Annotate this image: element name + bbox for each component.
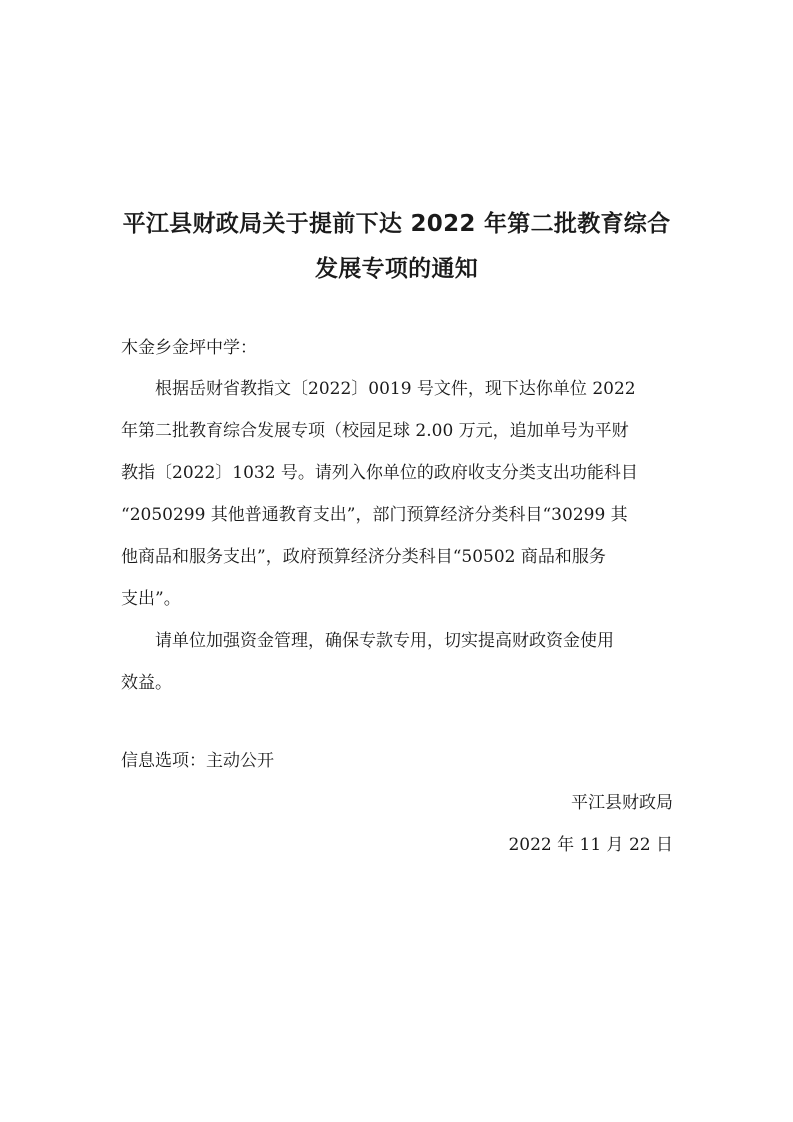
paragraph-1-line-5: 他商品和服务支出”，政府预算经济分类科目“50502 商品和服务: [121, 547, 606, 567]
salutation: 木金乡金坪中学：: [121, 338, 257, 358]
paragraph-2-line-1: 请单位加强资金管理，确保专款专用，切实提高财政资金使用: [155, 631, 614, 651]
paragraph-2-line-2: 效益。: [121, 673, 172, 693]
document-title-line-2: 发展专项的通知: [314, 256, 479, 282]
paragraph-1-line-2: 年第二批教育综合发展专项（校园足球 2.00 万元，追加单号为平财: [121, 421, 629, 441]
issue-date: 2022 年 11 月 22 日: [508, 835, 673, 855]
paragraph-1-line-1: 根据岳财省教指文〔2022〕0019 号文件，现下达你单位 2022: [155, 379, 636, 399]
disclosure-option: 信息选项：主动公开: [121, 751, 274, 771]
document-title-line-1: 平江县财政局关于提前下达 2022 年第二批教育综合: [122, 211, 671, 237]
paragraph-1-line-3: 教指〔2022〕1032 号。请列入你单位的政府收支分类支出功能科目: [121, 463, 638, 483]
paragraph-1-line-4: “2050299 其他普通教育支出”，部门预算经济分类科目“30299 其: [121, 505, 628, 525]
issuer-signature: 平江县财政局: [571, 793, 673, 813]
paragraph-1-line-6: 支出”。: [121, 589, 181, 609]
